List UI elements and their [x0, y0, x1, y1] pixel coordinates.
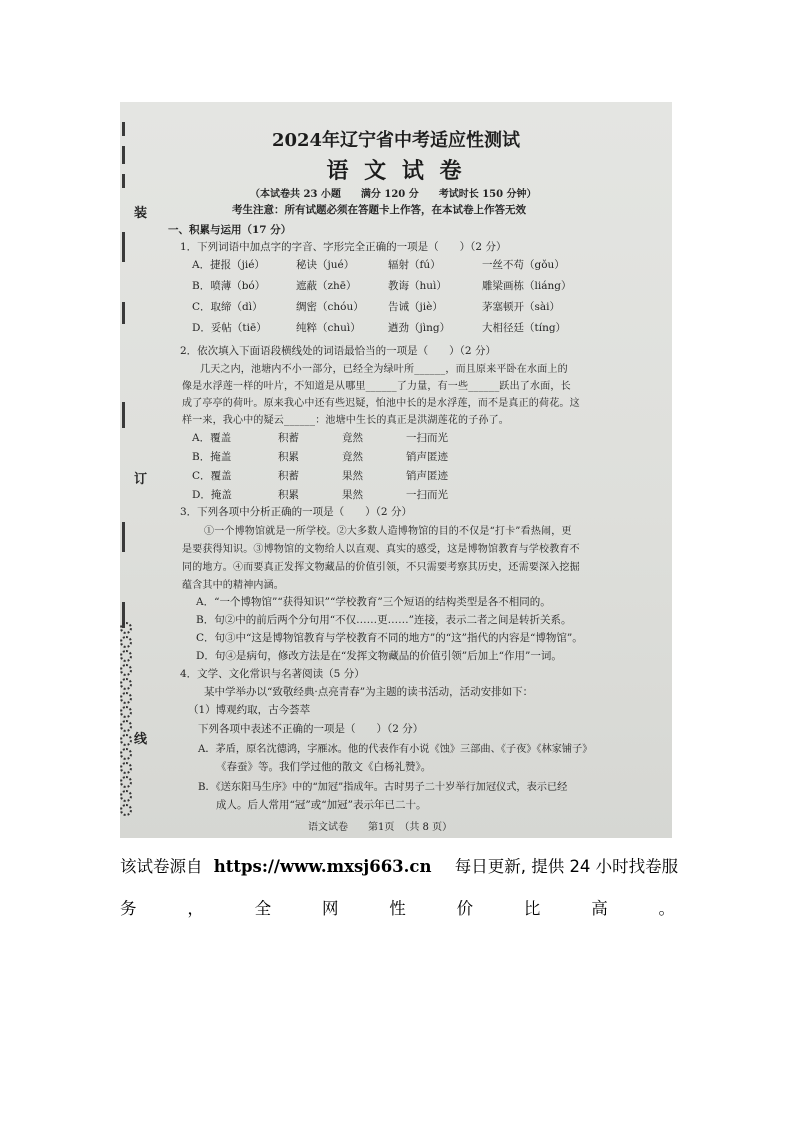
caption-char: 性: [389, 899, 406, 918]
caption-line-2: [120, 895, 675, 919]
q4-option-a: A．茅盾，原名沈德鸿，字雁冰。他的代表作有小说《蚀》三部曲、《子夜》《林家铺子》: [198, 744, 593, 755]
q1-option-a: A．捷报（jié）: [192, 259, 265, 271]
gear-icon: [120, 692, 132, 704]
caption-char: 全: [254, 899, 272, 918]
question-2-stem: 2．依次填入下面语段横线处的词语最恰当的一项是（ ）（2 分）: [180, 345, 496, 357]
gear-icon: [120, 748, 132, 760]
gear-icon: [120, 664, 132, 676]
caption-char: 高: [591, 899, 608, 918]
question-4-stem: 4．文学、文化常识与名著阅读（5 分）: [180, 668, 365, 680]
q2-option-d-w4: 一扫而光: [406, 489, 448, 501]
q1-option-c-w4: 茅塞顿开（sài）: [482, 301, 561, 313]
question-1-stem: 1．下列词语中加点字的字音、字形完全正确的一项是（ ）（2 分）: [180, 241, 507, 253]
q2-option-d-w3: 果然: [342, 489, 363, 501]
q3-passage-line: 蕴含其中的精神内涵。: [182, 580, 284, 591]
q2-option-a: A．覆盖: [192, 432, 232, 444]
q1-option-a-w4: 一丝不苟（gǒu）: [482, 259, 565, 271]
q2-option-d: D．掩盖: [192, 489, 232, 501]
q3-passage-line: 同的地方。④而要真正发挥文物藏品的价值引领，不只需要考察其历史，还需要深入挖掘: [182, 562, 580, 573]
q2-option-b-w2: 积累: [278, 451, 299, 463]
source-link[interactable]: https://www.mxsj663.cn: [213, 857, 432, 876]
q2-option-b-w3: 竟然: [342, 451, 363, 463]
exam-photo: [120, 102, 672, 838]
q2-passage-line: 几天之内，池塘内不小一部分，已经全为绿叶所______，而且原来平卧在水面上的: [200, 364, 568, 375]
exam-title: 2024年辽宁省中考适应性测试: [271, 130, 521, 151]
q1-option-d-w4: 大相径廷（tíng）: [482, 322, 567, 334]
q4-option-a-cont: 《春蚕》等。我们学过他的散文《白杨礼赞》。: [216, 761, 432, 773]
q4-option-b: B．《送东阳马生序》中的“加冠”指成年。古时男子二十岁举行加冠仪式，表示已经: [198, 782, 568, 793]
binding-label-zhuang: 装: [134, 206, 148, 221]
gear-icon: [120, 804, 132, 816]
q1-option-c-w3: 告诫（jiè）: [388, 301, 443, 313]
q2-option-c-w3: 果然: [342, 470, 363, 482]
caption-char: 务: [120, 899, 137, 918]
caption-char: ，: [187, 899, 204, 918]
gear-icon: [120, 776, 132, 788]
binding-dash: [122, 302, 125, 324]
q2-option-d-w2: 积累: [278, 489, 299, 501]
q1-option-d-w2: 纯粹（chuì）: [296, 322, 361, 334]
q1-option-c: C．取缔（dì）: [192, 301, 263, 313]
source-caption: [120, 853, 678, 877]
q3-option-c: C．句③中“这是博物馆教育与学校教育不同的地方”的“这”指代的内容是“博物馆”。: [196, 632, 583, 644]
q1-option-a-w3: 辐射（fú）: [388, 259, 441, 271]
question-3-stem: 3．下列各项中分析正确的一项是（ ）（2 分）: [180, 506, 412, 518]
binding-dash: [122, 232, 125, 262]
binding-dash: [122, 522, 125, 552]
q2-option-c: C．覆盖: [192, 470, 232, 482]
gear-icon: [120, 790, 132, 802]
q3-passage-line: 是要获得知识。③博物馆的文物给人以直观、真实的感受，这是博物馆教育与学校教育不: [182, 544, 580, 555]
caption-suffix: 每日更新, 提供 24 小时找卷服: [454, 857, 679, 876]
caption-prefix: 该试卷源自: [120, 857, 203, 876]
q1-option-d: D．妥帖（tiē）: [192, 322, 267, 334]
gear-icon: [120, 622, 132, 634]
gear-icon: [120, 636, 132, 648]
exam-notice: 考生注意：所有试题必须在答题卡上作答，在本试卷上作答无效: [232, 204, 526, 216]
q1-option-b-w3: 教诲（huì）: [388, 280, 447, 292]
gear-icon: [120, 650, 132, 662]
q1-option-a-w2: 秘诀（jué）: [296, 259, 355, 271]
q2-option-b: B．掩盖: [192, 451, 232, 463]
q3-option-d: D．句④是病句，修改方法是在“发挥文物藏品的价值引领”后加上“作用”一词。: [196, 650, 562, 662]
q1-option-c-w2: 绸密（chóu）: [296, 301, 364, 313]
q1-option-b: B．喷薄（bó）: [192, 280, 266, 292]
caption-char: 价: [456, 899, 474, 918]
section-heading: 一、积累与运用（17 分）: [168, 224, 292, 236]
q1-option-b-w2: 遮蔽（zhē）: [296, 280, 357, 292]
q2-option-a-w2: 积蓄: [278, 432, 299, 444]
q1-option-b-w4: 雕梁画栋（liáng）: [482, 280, 572, 292]
q3-option-a: A．“一个博物馆”“获得知识”“学校教育”三个短语的结构类型是各不相同的。: [196, 596, 551, 608]
binding-strip: [120, 102, 134, 838]
binding-label-ding: 订: [134, 472, 148, 487]
binding-label-xian: 线: [134, 732, 148, 747]
q4-sub-heading: （1）博观约取，古今荟萃: [188, 704, 311, 716]
q4-option-b-cont: 成人。后人常用“冠”或“加冠”表示年已二十。: [216, 799, 427, 811]
q2-passage-line: 成了亭亭的荷叶。原来我心中还有些迟疑，怕池中长的是水浮莲，而不是真正的荷花。这: [182, 398, 580, 409]
q2-option-c-w4: 销声匿迹: [406, 470, 448, 482]
q2-option-c-w2: 积蓄: [278, 470, 299, 482]
q2-option-b-w4: 销声匿迹: [406, 451, 448, 463]
q3-passage-line: ①一个博物馆就是一所学校。②大多数人造博物馆的目的不仅是“打卡”看热闹，更: [204, 526, 572, 537]
gear-icon: [120, 762, 132, 774]
q4-intro: 某中学举办以“致敬经典·点亮青春”为主题的读书活动，活动安排如下：: [204, 686, 534, 698]
caption-char: 。: [658, 899, 675, 918]
q2-passage-line: 像是水浮莲一样的叶片，不知道是从哪里______了力量，有一些______跃出了水面，长: [182, 381, 571, 392]
q3-option-b: B．句②中的前后两个分句用“不仅……更……”连接，表示二者之间是转折关系。: [196, 614, 572, 626]
q1-option-d-w3: 遒劲（jìng）: [388, 322, 451, 334]
q2-option-a-w3: 竟然: [342, 432, 363, 444]
gear-icon: [120, 720, 132, 732]
caption-char: 网: [321, 899, 339, 918]
q2-option-a-w4: 一扫而光: [406, 432, 448, 444]
q4-sub-stem: 下列各项中表述不正确的一项是（ ）（2 分）: [198, 723, 424, 735]
caption-char: 比: [523, 899, 541, 918]
gear-icon: [120, 734, 132, 746]
q2-passage-line: 样一来，我心中的疑云______：池塘中生长的真正是洪湖莲花的子孙了。: [182, 415, 509, 426]
gear-icon: [120, 706, 132, 718]
exam-subtitle: 语 文 试 卷: [326, 158, 466, 184]
gear-icon: [120, 678, 132, 690]
exam-meta: （本试卷共 23 小题 满分 120 分 考试时长 150 分钟）: [250, 189, 537, 200]
page-footer: 语文试卷 第1页 （共 8 页）: [308, 822, 453, 833]
binding-dash: [122, 402, 125, 428]
